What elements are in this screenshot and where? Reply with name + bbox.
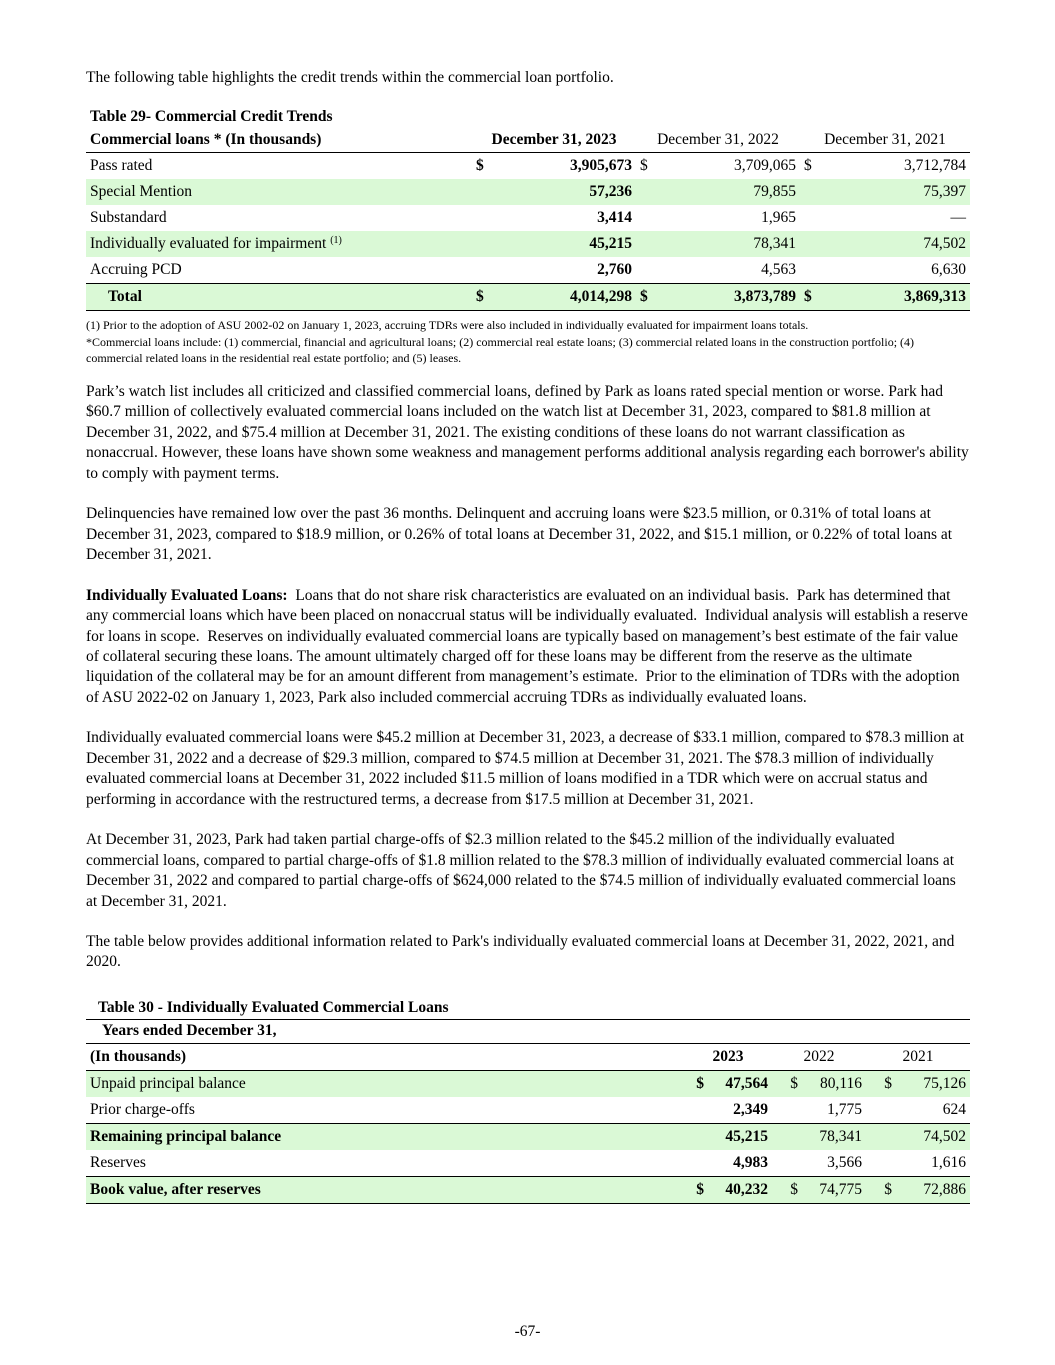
value-2022: 3,566 [802, 1150, 866, 1177]
value-2023: 47,564 [708, 1070, 772, 1097]
column-header-2021: December 31, 2021 [800, 128, 970, 153]
table-row [86, 1150, 970, 1177]
value-2022: 74,775 [802, 1176, 866, 1203]
value-2022: 1,965 [761, 209, 796, 227]
currency-symbol: $ [476, 157, 484, 175]
row-label: Book value, after reserves [86, 1176, 684, 1203]
currency-symbol: $ [772, 1176, 802, 1203]
value-2022: 3,709,065 [734, 157, 796, 175]
row-label: Prior charge-offs [86, 1097, 684, 1124]
currency-symbol: $ [866, 1070, 896, 1097]
table-header-row [86, 1043, 970, 1070]
row-label: Individually evaluated for impairment [90, 235, 327, 253]
column-header-label: Commercial loans * (In thousands) [86, 128, 472, 153]
column-header-2023: December 31, 2023 [472, 128, 636, 153]
table-row [86, 257, 970, 284]
table-30-title: Table 30 - Individually Evaluated Commercial Loans [98, 998, 449, 1016]
value-2022: 78,341 [802, 1123, 866, 1150]
paragraph-individually-evaluated-totals: Individually evaluated commercial loans were $45.2 million at December 31, 2023, a decrease of $33.1 million, compared to $78.3 million at December 31, 2022 and a decrease of $29.3 million, compared to $74.5 million at December 31, 2021. The $78.3 million of individually evaluated commercial loans at December 31, 2022 included $11.5 million of loans modified in a TDR which were on accrual status and performing in accordance with the restructured terms, a decrease from $17.5 million at December 31, 2021. [86, 729, 965, 808]
value-2021: 3,869,313 [824, 284, 970, 311]
paragraph-watch-list: Park’s watch list includes all criticized and classified commercial loans, defined by Park as loans rated special mention or worse. Park had $60.7 million of collectively evaluated commercial loans included on the watch list at December 31, 2023, compared to $81.8 million at December 31, 2022, and $75.4 million at December 31, 2021. The existing conditions of these loans do not warrant classification as nonaccrual. However, these loans have shown some weakness and management performs additional analysis regarding each borrower's ability to comply with payment terms. [86, 383, 969, 482]
value-2021: 75,397 [824, 179, 970, 205]
table-row [86, 205, 970, 231]
value-2023: 57,236 [496, 179, 636, 205]
page-number: -67- [514, 1323, 541, 1340]
value-2021: 75,126 [896, 1070, 970, 1097]
currency-symbol: $ [684, 1070, 708, 1097]
table-29-footnotes [86, 317, 970, 366]
value-2021: — [950, 209, 966, 227]
column-header-2022: 2022 [772, 1043, 866, 1070]
table-29-title: Table 29- Commercial Credit Trends [90, 108, 333, 126]
table-row [86, 179, 970, 205]
table-total-row [86, 1176, 970, 1203]
footnote-2: *Commercial loans include: (1) commercial, financial and agricultural loans; (2) commercial real estate loans; (3) commercial related loans in the construction portfolio; (4) commercial related loans in the residential real estate portfolio; and (5) leases. [86, 334, 915, 365]
currency-symbol: $ [804, 157, 812, 175]
value-2022: 4,563 [761, 261, 796, 279]
value-2023: 2,760 [597, 261, 632, 279]
row-label: Remaining principal balance [86, 1123, 684, 1150]
paragraph-table-intro: The table below provides additional information related to Park's individually evaluated commercial loans at December 31, 2022, 2021, and 2020. [86, 932, 955, 971]
table-total-row [86, 284, 970, 311]
paragraph-body: Loans that do not share risk characteristics are evaluated on an individual basis. Park has determined that any commercial loans which have been placed on nonaccrual status will be individually evaluated. Individual analysis will establish a reserve for loans in scope. Reserves on individually evaluated commercial loans are typically based on management’s best estimate of the fair value of collateral securing these loans. The amount ultimately charged off for these loans may be different from the reserve as the ultimate liquidation of the collateral may be for an amount different from management’s estimate. Prior to the elimination of TDRs with the adoption of ASU 2022-02 on January 1, 2023, Park also included commercial accruing TDRs as individually evaluated loans. [86, 586, 972, 706]
footnote-marker: (1) [330, 235, 342, 247]
years-ended-label: Years ended December 31, [86, 1019, 970, 1043]
paragraph-charge-offs: At December 31, 2023, Park had taken partial charge-offs of $2.3 million related to the $45.2 million of the individually evaluated commercial loans, compared to partial charge-offs of $1.8 million related to the $78.3 million of individually evaluated commercial loans at December 31, 2022 and compared to partial charge-offs of $624,000 related to the $74.5 million of individually evaluated commercial loans at December 31, 2021. [86, 831, 956, 910]
row-label: Substandard [90, 209, 167, 227]
column-header-2021: 2021 [866, 1043, 970, 1070]
currency-symbol: $ [800, 284, 824, 311]
table-row [86, 1070, 970, 1097]
row-label: Accruing PCD [90, 261, 182, 279]
row-label: Reserves [86, 1150, 684, 1177]
value-2023: 40,232 [708, 1176, 772, 1203]
column-header-2022: December 31, 2022 [636, 128, 800, 153]
row-label: Pass rated [90, 157, 153, 175]
value-2022: 79,855 [660, 179, 800, 205]
column-header-2023: 2023 [684, 1043, 772, 1070]
value-2021: 3,712,784 [904, 157, 966, 175]
currency-symbol: $ [636, 284, 660, 311]
table-30-individually-evaluated-loans [86, 1019, 970, 1204]
table-header-row [86, 128, 970, 153]
value-2021: 6,630 [931, 261, 966, 279]
value-2022: 78,341 [660, 231, 800, 257]
row-label: Special Mention [86, 179, 472, 205]
value-2023: 2,349 [708, 1097, 772, 1124]
value-2023: 3,414 [597, 209, 632, 227]
footnote-1: (1) Prior to the adoption of ASU 2002-02 on January 1, 2023, accruing TDRs were also included in individually evaluated for impairment loans totals. [86, 318, 809, 333]
value-2021: 74,502 [896, 1123, 970, 1150]
value-2023: 45,215 [496, 231, 636, 257]
table-row [86, 1097, 970, 1124]
currency-symbol: $ [772, 1070, 802, 1097]
table-29-commercial-credit-trends [86, 128, 970, 311]
currency-symbol: $ [640, 157, 648, 175]
currency-symbol: $ [866, 1176, 896, 1203]
table-row [86, 231, 970, 257]
value-2022: 80,116 [802, 1070, 866, 1097]
row-label: Unpaid principal balance [86, 1070, 684, 1097]
value-2022: 1,775 [802, 1097, 866, 1124]
value-2021: 1,616 [896, 1150, 970, 1177]
table-row [86, 153, 970, 180]
value-2021: 72,886 [896, 1176, 970, 1203]
currency-symbol: $ [472, 284, 496, 311]
paragraph-delinquencies: Delinquencies have remained low over the past 36 months. Delinquent and accruing loans were $23.5 million, or 0.31% of total loans at December 31, 2023, compared to $18.9 million, or 0.26% of total loans at December 31, 2022, and $15.1 million, or 0.22% of total loans at December 31, 2021. [86, 505, 953, 564]
value-2023: 45,215 [708, 1123, 772, 1150]
table-subheader-row [86, 1019, 970, 1043]
document-page [86, 68, 970, 1204]
paragraph-individually-evaluated [86, 586, 970, 709]
value-2022: 3,873,789 [660, 284, 800, 311]
table-row [86, 1123, 970, 1150]
row-label-cell [86, 231, 472, 257]
intro-text: The following table highlights the credit trends within the commercial loan portfolio. [86, 69, 614, 86]
column-header-label: (In thousands) [86, 1043, 684, 1070]
paragraph-heading: Individually Evaluated Loans: [86, 586, 288, 604]
value-2021: 74,502 [824, 231, 970, 257]
currency-symbol: $ [684, 1176, 708, 1203]
row-label: Total [86, 284, 472, 311]
value-2023: 3,905,673 [570, 157, 632, 175]
value-2023: 4,983 [708, 1150, 772, 1177]
value-2021: 624 [896, 1097, 970, 1124]
value-2023: 4,014,298 [496, 284, 636, 311]
